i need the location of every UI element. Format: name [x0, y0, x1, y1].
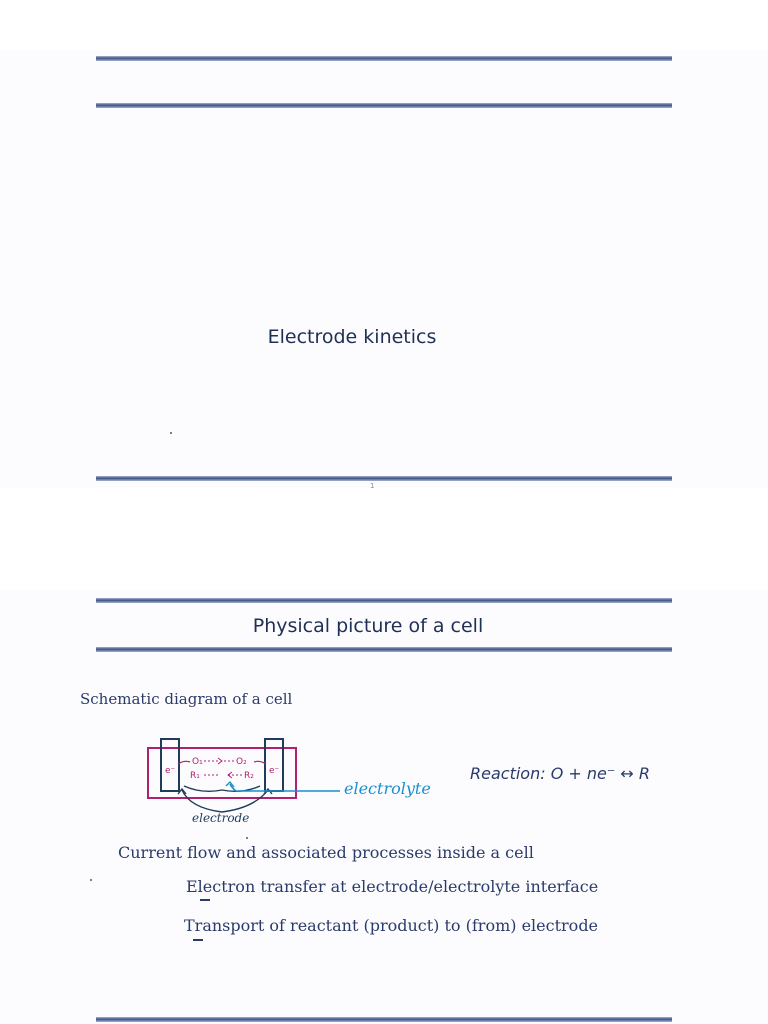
subheading: Schematic diagram of a cell: [80, 690, 293, 708]
header-bottom-rule: [96, 103, 672, 108]
bullet-electron-transfer: Electron transfer at electrode/electrolyte interface: [186, 877, 599, 896]
arrowhead: [218, 758, 222, 764]
electrolyte-label: electrolyte: [344, 779, 431, 798]
left-electrode: [161, 739, 179, 791]
top-rule: [96, 56, 672, 61]
species-r1: R₁: [190, 771, 200, 781]
header-bottom-rule: [96, 647, 672, 652]
underline-mark: [193, 939, 203, 941]
right-electrode: [265, 739, 283, 791]
footer-rule: [96, 1017, 672, 1022]
underline-mark: [200, 899, 210, 901]
slide-title: Physical picture of a cell: [252, 615, 484, 637]
electrode-pointer-right: [222, 790, 268, 812]
species-r2: R₂: [244, 771, 254, 781]
bullet-current-flow: Current flow and associated processes inside a cell: [118, 843, 534, 862]
species-o2: O₂: [236, 757, 247, 767]
top-rule: [96, 598, 672, 603]
electrode-pointer-left: [182, 790, 222, 812]
right-electron-label: e⁻: [269, 766, 280, 776]
reaction-formula: O + ne⁻ ↔ R: [550, 764, 650, 783]
speck-dot: [90, 879, 92, 881]
reaction-equation: [470, 764, 650, 783]
left-electron-label: e⁻: [165, 766, 176, 776]
slide-1: [0, 50, 768, 488]
species-o1: O₁: [192, 757, 203, 767]
reaction-label: Reaction:: [470, 764, 546, 783]
page-number: 1: [370, 482, 375, 490]
footer-rule: [96, 476, 672, 481]
bullet-transport: Transport of reactant (product) to (from) electrode: [184, 916, 599, 935]
cell-schematic-diagram: [140, 736, 440, 828]
slide-title: Electrode kinetics: [267, 326, 437, 348]
speck-dot: [246, 837, 248, 839]
electrode-label: electrode: [192, 811, 250, 825]
speck-dot: [170, 432, 172, 434]
